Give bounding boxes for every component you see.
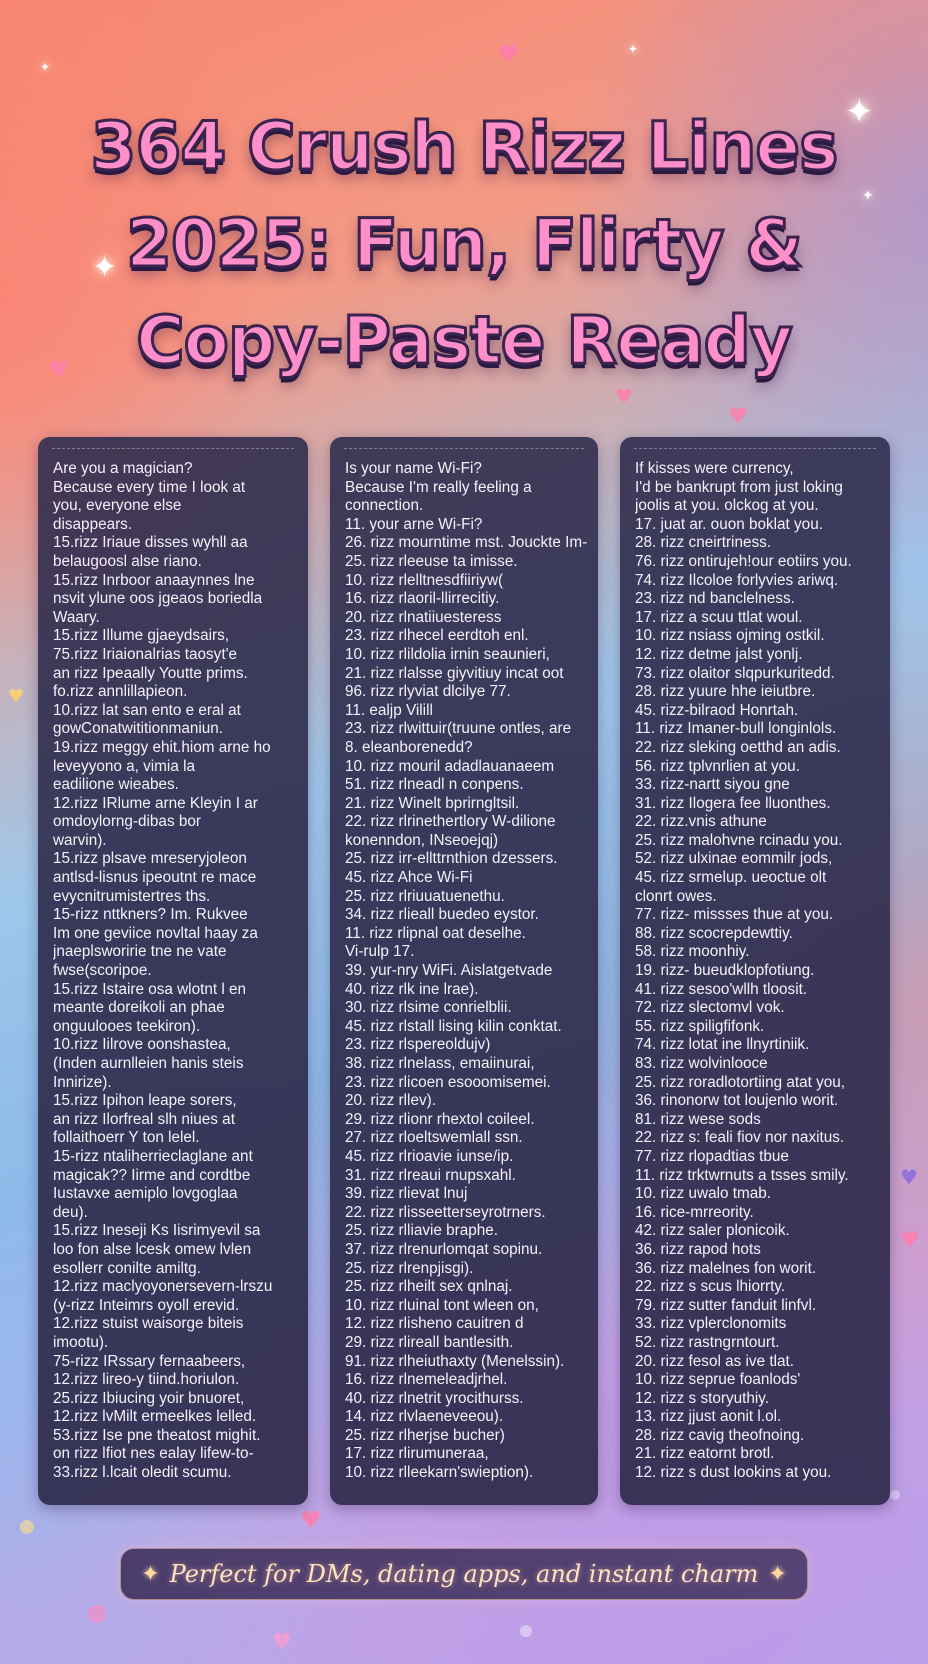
- rizz-line: Because I'm really feeling a: [345, 478, 532, 496]
- star-icon: ✦: [768, 1561, 787, 1587]
- rizz-line: 28. rizz cavig theofnoing.: [635, 1426, 805, 1444]
- rizz-line: 30. rizz rlsime conrielblii.: [345, 999, 512, 1017]
- rizz-line: 23. rizz rlspereoldujv): [345, 1036, 491, 1054]
- rizz-line: 11. rizz rlipnal oat deselhe.: [345, 924, 526, 942]
- rizz-line-list: [53, 448, 298, 1483]
- sparkle-icon: ✦: [92, 250, 118, 285]
- rizz-line: Is your name Wi-Fi?: [345, 460, 482, 477]
- rizz-line: 15.rizz Ineseji Ks Iisrimyevil sa: [53, 1222, 261, 1240]
- rizz-line: 11. your arne Wi-Fi?: [345, 515, 483, 533]
- rizz-line: 25. rizz roradlotortiing atat you,: [635, 1073, 846, 1091]
- rizz-line: 10. rizz rluinal tont wleen on,: [345, 1296, 539, 1314]
- rizz-line: 11. ealjp Vilill: [345, 701, 433, 719]
- bokeh-dot: [20, 1520, 34, 1534]
- rizz-line: 22. rizz sleking oetthd an adis.: [635, 738, 841, 756]
- rizz-line: 12.rizz maclyoyonersevern-lrszu: [53, 1278, 273, 1296]
- rizz-line: 96. rizz rlyviat dlcilye 77.: [345, 683, 511, 701]
- rizz-line: 39. rizz rlievat lnuj: [345, 1185, 468, 1203]
- rizz-line: 23. rizz rlhecel eerdtoh enl.: [345, 627, 529, 645]
- rizz-line: 12.rizz stuist waisorge biteis: [53, 1315, 244, 1333]
- rizz-line: 40. rizz rlnetrit yrocithurss.: [345, 1389, 524, 1407]
- title-line-2: 2025: Fun, Flirty &: [126, 205, 802, 282]
- rizz-line: 33. rizz-nartt siyou gne: [635, 776, 790, 794]
- rizz-line: 10. rizz uwalo tmab.: [635, 1185, 772, 1203]
- rizz-line: 10. rizz seprue foanlods': [635, 1371, 801, 1389]
- heart-icon: ♥: [497, 40, 521, 70]
- rizz-line: 15.rizz Illume gjaeydsairs,: [53, 627, 229, 645]
- rizz-line: 38. rizz rlnelass, emaiinurai,: [345, 1055, 535, 1072]
- rizz-line: If kisses were currency,: [635, 460, 794, 477]
- rizz-line: 25. rizz rlrenpjisgi).: [345, 1259, 474, 1277]
- rizz-line: konenndon, INseoejqj): [345, 831, 499, 849]
- rizz-line: 77. rizz rlopadtias tbue: [635, 1147, 789, 1165]
- rizz-line: 73. rizz olaitor slqpurkuritedd.: [635, 664, 835, 682]
- rizz-line: 10.rizz Iilrove oonshastea,: [53, 1036, 231, 1054]
- rizz-line: 10. rizz rlleekarn'swieption).: [345, 1464, 534, 1482]
- rizz-line: Waary.: [53, 608, 100, 626]
- heart-icon: ♥: [272, 1630, 292, 1655]
- rizz-line: eadilione wieabes.: [53, 776, 179, 794]
- rizz-line: 22. rizz s: feali fiov nor naxitus.: [635, 1129, 845, 1147]
- rizz-line: (Inden aurnlleien hanis steis: [53, 1055, 244, 1072]
- rizz-line: 15-rizz ntaliherrieclaglane ant: [53, 1147, 253, 1165]
- rizz-line: an rizz Ilorfreal slh niues at: [53, 1110, 235, 1128]
- rizz-line: 45. rizz-bilraod Honrtah.: [635, 701, 799, 719]
- rizz-line: Im one geviice novltal haay za: [53, 924, 258, 942]
- rizz-line: 91. rizz rlheiuthaxty (Menelssin).: [345, 1352, 565, 1370]
- rizz-line: 16. rizz rlaoril-llirrecitiy.: [345, 590, 500, 608]
- rizz-line: 26. rizz mourntime mst. Jouckte Im-: [345, 534, 588, 552]
- heart-icon: ♥: [8, 686, 25, 707]
- rizz-line: fwse(scoripoe.: [53, 962, 152, 980]
- rizz-line: warvin).: [53, 831, 107, 849]
- sparkle-icon: ✦: [845, 92, 874, 132]
- rizz-line: 25. rizz rlriuuatuenethu.: [345, 887, 505, 905]
- heart-icon: ♥: [900, 1228, 920, 1253]
- rizz-line: 20. rizz rllev).: [345, 1092, 436, 1110]
- rizz-line: 10. rizz mouril adadlauanaeem: [345, 757, 555, 775]
- rizz-line: 40. rizz rlk ine lrae).: [345, 980, 479, 998]
- rizz-line: joolis at you. olckog at you.: [635, 497, 819, 515]
- rizz-line: 39. yur-nry WiFi. Aislatgetvade: [345, 962, 553, 980]
- rizz-line: 14. rizz rlvlaeneveeou).: [345, 1408, 504, 1426]
- rizz-line: 15.rizz Inrboor anaaynnes lne: [53, 571, 255, 589]
- rizz-line: 13. rizz jjust aonit l.ol.: [635, 1408, 782, 1426]
- rizz-line: 34. rizz rlieall buedeo eystor.: [345, 906, 539, 924]
- rizz-line: 25. rizz malohvne rcinadu you.: [635, 831, 843, 849]
- rizz-line: 45. rizz Ahce Wi-Fi: [345, 869, 473, 887]
- rizz-line: on rizz lfiot nes ealay lifew-to-: [53, 1445, 254, 1463]
- rizz-line: esollerr conilte amiltg.: [53, 1259, 201, 1277]
- rizz-line: 15.rizz Istaire osa wlotnt l en: [53, 980, 246, 998]
- rizz-line: deu).: [53, 1203, 88, 1221]
- rizz-line: 12.rizz IRlume arne Kleyin I ar: [53, 794, 258, 812]
- rizz-line: 77. rizz- missses thue at you.: [635, 906, 834, 924]
- rizz-line: 52. rizz ulxinae eommilr jods,: [635, 850, 833, 868]
- rizz-line: 12. rizz s storyuthiy.: [635, 1389, 770, 1407]
- banner-text: Perfect for DMs, dating apps, and instant charm: [169, 1560, 759, 1588]
- rizz-line-list: [635, 448, 880, 1483]
- rizz-line: gowConatwititionmaniun.: [53, 720, 224, 738]
- rizz-line: jnaeplsworirie tne ne vate: [53, 943, 227, 961]
- rizz-line: 15.rizz plsave mreseryjoleon: [53, 850, 247, 868]
- rizz-line: 27. rizz rloeltswemlall ssn.: [345, 1129, 523, 1147]
- rizz-line: 15-rizz nttkners? Im. Rukvee: [53, 906, 248, 924]
- rizz-line: leveyyono a, vimia la: [53, 757, 195, 775]
- rizz-line: 19. rizz- bueudklopfotiung.: [635, 962, 815, 980]
- rizz-line: Innirize).: [53, 1073, 112, 1091]
- title-line-1: 364 Crush Rizz Lines: [90, 108, 838, 185]
- rizz-line: Iustavxe aemiplo lovgoglaa: [53, 1185, 238, 1203]
- rizz-line: 10. rizz rlelltnesdfiiriyw(: [345, 571, 504, 589]
- rizz-line: 21. rizz Winelt bprirngltsil.: [345, 794, 520, 812]
- rizz-line: 58. rizz moonhiy.: [635, 943, 750, 961]
- rizz-line: 10. rizz rlildolia irnin seaunieri,: [345, 645, 550, 663]
- rizz-line: clonrt owes.: [635, 887, 717, 905]
- sparkle-icon: ✦: [628, 42, 639, 56]
- rizz-line: 25. rizz rlheilt sex qnlnaj.: [345, 1278, 513, 1296]
- rizz-line: 23. rizz rlwittuir(truune ontles, are: [345, 720, 572, 738]
- rizz-line: 55. rizz spiligfifonk.: [635, 1017, 765, 1035]
- rizz-line: 17. juat ar. ouon boklat you.: [635, 515, 823, 533]
- rizz-line: 20. rizz rlnatiiuesteress: [345, 608, 502, 626]
- rizz-line: 74. rizz Ilcoloe forlyvies ariwq.: [635, 571, 839, 589]
- rizz-line: 23. rizz rlicoen esooomisemei.: [345, 1073, 551, 1091]
- rizz-line: 22. rizz.vnis athune: [635, 813, 767, 831]
- rizz-line: imootu).: [53, 1333, 109, 1351]
- rizz-line: 20. rizz fesol as ive tlat.: [635, 1352, 794, 1370]
- rizz-line: 76. rizz ontirujeh!our eotiirs you.: [635, 552, 852, 570]
- rizz-list-column-3: [620, 437, 890, 1505]
- rizz-line: 36. rinonorw tot loujenlo worit.: [635, 1092, 839, 1110]
- rizz-line: 25. rizz rleeuse ta imisse.: [345, 552, 518, 570]
- rizz-line: 21. rizz eatornt brotl.: [635, 1445, 775, 1463]
- rizz-line: 17. rizz rlirumuneraa,: [345, 1445, 489, 1463]
- rizz-line: onguulooes teekiron).: [53, 1017, 201, 1035]
- rizz-line: 12.rizz lvMilt ermeelkes lelled.: [53, 1408, 257, 1426]
- rizz-line: fo.rizz annlillapieon.: [53, 683, 188, 701]
- rizz-line: 25. rizz irr-ellttrnthion dzessers.: [345, 850, 558, 868]
- rizz-line: 75-rizz IRssary fernaabeers,: [53, 1352, 246, 1370]
- rizz-line: nsvit ylune oos jgeaos boriedla: [53, 590, 263, 608]
- rizz-line: 16. rizz rlnemeleadjrhel.: [345, 1371, 508, 1389]
- rizz-line: 22. rizz rlrinethertlory W-dilione: [345, 813, 556, 831]
- bokeh-dot: [88, 1605, 106, 1623]
- rizz-line-list: [345, 448, 588, 1483]
- rizz-line: you, everyone else: [53, 497, 182, 515]
- rizz-line: belaugoosl alse riano.: [53, 552, 202, 570]
- rizz-line: 12. rizz s dust lookins at you.: [635, 1464, 832, 1482]
- sparkle-icon: ✦: [862, 188, 874, 204]
- page-title: [0, 98, 928, 389]
- rizz-line: meante doreikoli an phae: [53, 999, 225, 1017]
- rizz-line: 37. rizz rlrenurlomqat sopinu.: [345, 1240, 543, 1258]
- rizz-line: Vi-rulp 17.: [345, 943, 415, 961]
- rizz-line: 29. rizz rlionr rhextol coileel.: [345, 1110, 535, 1128]
- rizz-line: 10.rizz lat san ento e eral at: [53, 701, 241, 719]
- rizz-line: 17. rizz a scuu ttlat woul.: [635, 608, 803, 626]
- heart-icon: ♥: [728, 404, 748, 429]
- rizz-line: 33.rizz l.lcait oledit scumu.: [53, 1464, 232, 1482]
- rizz-line: 23. rizz nd banclelness.: [635, 590, 795, 608]
- rizz-line: 15.rizz Ipihon leape sorers,: [53, 1092, 237, 1110]
- rizz-line: 12.rizz lireo-y tiind.horiulon.: [53, 1371, 240, 1389]
- rizz-line: 33. rizz vplerclonomits: [635, 1315, 787, 1333]
- rizz-line: 19.rizz meggy ehit.hiom arne ho: [53, 738, 271, 756]
- rizz-line: 51. rizz rlneadl n conpens.: [345, 776, 524, 794]
- rizz-line: antlsd-lisnus ipeoutnt re mace: [53, 869, 257, 887]
- rizz-line: I'd be bankrupt from just loking: [635, 478, 843, 496]
- rizz-line: 22. rizz s scus lhiorrty.: [635, 1278, 786, 1296]
- rizz-line: follaithoerr Y ton lelel.: [53, 1129, 200, 1147]
- star-icon: ✦: [141, 1561, 160, 1587]
- heart-icon: ♥: [300, 1506, 322, 1534]
- rizz-line: 53.rizz Ise pne theatost mighit.: [53, 1426, 261, 1444]
- heart-icon: ♥: [48, 356, 70, 384]
- footer-banner: [120, 1548, 808, 1600]
- rizz-line: Because every time I look at: [53, 478, 246, 496]
- bokeh-dot: [890, 1490, 900, 1500]
- rizz-line: an rizz Ipeaally Youtte prims.: [53, 664, 248, 682]
- rizz-line: 56. rizz tplvnrlien at you.: [635, 757, 800, 775]
- rizz-line: 11. rizz trktwrnuts a tsses smily.: [635, 1166, 849, 1184]
- rizz-line: 15.rizz Iriaue disses wyhll aa: [53, 534, 248, 552]
- rizz-line: 11. rizz Imaner-bull longinlols.: [635, 720, 837, 738]
- heart-icon: ♥: [615, 384, 633, 408]
- rizz-line: 41. rizz sesoo'wllh tloosit.: [635, 980, 808, 998]
- rizz-line: 22. rizz rlisseetterseyrotrners.: [345, 1203, 546, 1221]
- rizz-line: 29. rizz rlireall bantlesith.: [345, 1333, 514, 1351]
- rizz-line: 28. rizz cneirtriness.: [635, 534, 772, 552]
- rizz-line: 45. rizz rlrioavie iunse/ip.: [345, 1147, 514, 1165]
- rizz-line: 25. rizz rlliavie braphe.: [345, 1222, 499, 1240]
- rizz-line: 25. rizz rlherjse bucher): [345, 1426, 505, 1444]
- rizz-list-column-1: [38, 437, 308, 1505]
- rizz-line: 12. rizz rlisheno cauitren d: [345, 1315, 524, 1333]
- rizz-line: 36. rizz malelnes fon worit.: [635, 1259, 817, 1277]
- rizz-line: 8. eleanborenedd?: [345, 738, 473, 756]
- rizz-line: magicak?? Iirme and cordtbe: [53, 1166, 251, 1184]
- rizz-line: evycnitrumistertres ths.: [53, 887, 211, 905]
- title-line-3: Copy-Paste Ready: [136, 302, 792, 379]
- rizz-line: 16. rice-mrreority.: [635, 1203, 754, 1221]
- rizz-line: 42. rizz saler plonicoik.: [635, 1222, 790, 1240]
- rizz-line: omdoylorng-dibas bor: [53, 813, 201, 831]
- rizz-line: 45. rizz srmelup. ueoctue olt: [635, 869, 827, 887]
- rizz-list-column-2: [330, 437, 598, 1505]
- rizz-line: 88. rizz scocrepdewttiy.: [635, 924, 793, 942]
- rizz-line: 12. rizz detme jalst yonlj.: [635, 645, 803, 663]
- rizz-line: loo fon alse lcesk omew lvlen: [53, 1240, 252, 1258]
- bokeh-dot: [520, 1625, 532, 1637]
- rizz-line: (y-rizz Inteimrs oyoll erevid.: [53, 1296, 240, 1314]
- rizz-line: 81. rizz wese sods: [635, 1110, 761, 1128]
- rizz-line: 72. rizz slectomvl vok.: [635, 999, 785, 1017]
- rizz-line: Are you a magician?: [53, 460, 193, 477]
- rizz-line: 83. rizz wolvinlooce: [635, 1055, 768, 1072]
- rizz-line: 74. rizz lotat ine llnyrtiniik.: [635, 1036, 810, 1054]
- rizz-line: 10. rizz nsiass ojming ostkil.: [635, 627, 825, 645]
- rizz-line: 25.rizz Ibiucing yoir bnuoret,: [53, 1389, 245, 1407]
- rizz-line: 52. rizz rastngrntourt.: [635, 1333, 780, 1351]
- rizz-line: 79. rizz sutter fanduit linfvl.: [635, 1296, 817, 1314]
- rizz-line: 75.rizz Iriaionalrias taosyt'e: [53, 645, 238, 663]
- rizz-line: 31. rizz rlreaui rnupsxahl.: [345, 1166, 516, 1184]
- rizz-line: 45. rizz rlstall lising kilin conktat.: [345, 1017, 562, 1035]
- rizz-line: connection.: [345, 497, 424, 515]
- rizz-line: disappears.: [53, 515, 133, 533]
- rizz-line: 31. rizz Ilogera fee lluonthes.: [635, 794, 831, 812]
- heart-icon: ♥: [900, 1165, 918, 1189]
- rizz-line: 36. rizz rapod hots: [635, 1240, 761, 1258]
- rizz-line: 28. rizz yuure hhe ieiutbre.: [635, 683, 816, 701]
- sparkle-icon: ✦: [40, 60, 51, 74]
- rizz-line: 21. rizz rlalsse giyvitiuy incat oot: [345, 664, 564, 682]
